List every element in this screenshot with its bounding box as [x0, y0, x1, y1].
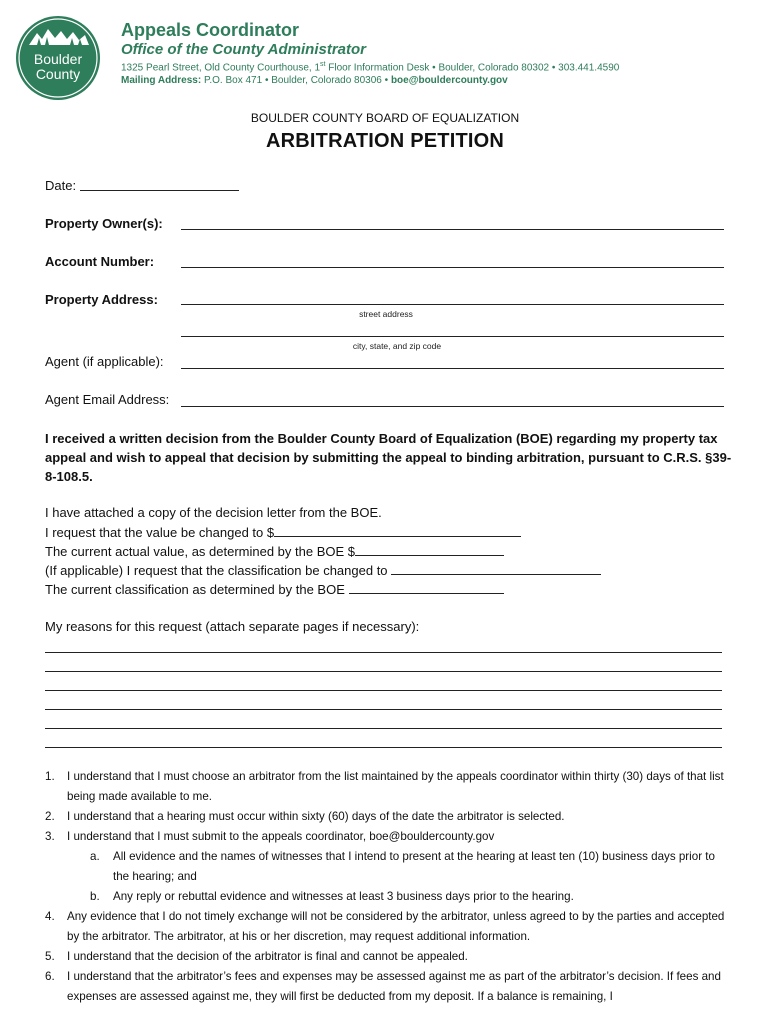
org-subtitle: Office of the County Administrator — [121, 41, 367, 58]
list-item: 4. Any evidence that I do not timely exchange will not be considered by the arbitrator, unless agreed to by the parties and accepted by the arbitrator. The arbitrator, at his or her discretion, may request additional information. — [45, 910, 725, 943]
reasons-label: My reasons for this request (attach separate pages if necessary): — [45, 619, 420, 634]
requested-value-field[interactable] — [274, 524, 521, 537]
logo-text-line2: County — [35, 66, 81, 82]
account-field[interactable] — [181, 267, 724, 268]
current-classification-field[interactable] — [349, 581, 504, 594]
list-item: 3. I understand that I must submit to the appeals coordinator, boe@bouldercounty.gov — [45, 830, 495, 843]
org-title: Appeals Coordinator — [121, 20, 300, 40]
reasons-line[interactable] — [45, 690, 722, 691]
date-field[interactable] — [80, 190, 239, 191]
classification-change-request: (If applicable) I request that the classification be changed to — [45, 562, 601, 578]
reasons-line[interactable] — [45, 709, 722, 710]
understandings-list — [45, 767, 727, 1007]
reasons-line[interactable] — [45, 671, 722, 672]
statement-paragraph: I received a written decision from the Boulder County Board of Equalization (BOE) regarding my property tax appeal and wish to appeal that decision by submitting the appeal to binding arbitration, pursuant to C.R.S. §39-8-108.5. — [45, 431, 732, 484]
logo-text-line1: Boulder — [33, 51, 83, 67]
current-classification-line: The current classification as determined by the BOE — [45, 581, 504, 597]
agent-email-field[interactable] — [181, 406, 724, 407]
agent-field[interactable] — [181, 368, 724, 369]
city-state-zip-field[interactable] — [181, 336, 724, 337]
org-mailing-address: Mailing Address: P.O. Box 471 • Boulder, Colorado 80306 • boe@bouldercounty.gov — [121, 75, 508, 86]
street-address-hint: street address — [359, 309, 413, 319]
form-title: ARBITRATION PETITION — [265, 130, 505, 152]
board-name: BOULDER COUNTY BOARD OF EQUALIZATION — [250, 111, 520, 125]
attached-statement: I have attached a copy of the decision letter from the BOE. — [45, 505, 382, 520]
current-value-line: The current actual value, as determined by the BOE $ — [45, 543, 504, 559]
value-change-request: I request that the value be changed to $ — [45, 524, 521, 540]
city-state-zip-hint: city, state, and zip code — [352, 341, 442, 351]
street-address-field[interactable] — [181, 304, 724, 305]
list-item: 5. I understand that the decision of the arbitrator is final and cannot be appealed. — [45, 950, 468, 963]
owner-field[interactable] — [181, 229, 724, 230]
account-label: Account Number: — [45, 254, 155, 269]
reasons-line[interactable] — [45, 747, 722, 748]
agent-email-label: Agent Email Address: — [45, 392, 170, 407]
list-item: 6. I understand that the arbitrator’s fees and expenses may be assessed against me as part of the arbitrator’s decision. If fees and expenses are assessed against me, they will first be deducted from my deposit. If a balance is remaining, I — [45, 970, 721, 1003]
date-label: Date: — [45, 178, 77, 193]
address-label: Property Address: — [45, 292, 158, 307]
list-item: 1. I understand that I must choose an arbitrator from the list maintained by the appeals coordinator within thirty (30) days of that list being made available to me. — [45, 770, 724, 803]
owner-label: Property Owner(s): — [45, 216, 163, 231]
reasons-line[interactable] — [45, 652, 722, 653]
agent-label: Agent (if applicable): — [45, 354, 164, 369]
boulder-county-logo — [15, 15, 101, 101]
reasons-line[interactable] — [45, 728, 722, 729]
list-subitem: a. All evidence and the names of witnesses that I intend to present at the hearing at least ten (10) business days prior to the hearing; and — [90, 850, 715, 883]
requested-classification-field[interactable] — [391, 562, 601, 575]
org-address: 1325 Pearl Street, Old County Courthouse, 1st Floor Information Desk • Boulder, Colorado 80302 • 303.441.4590 — [121, 61, 620, 74]
current-value-field[interactable] — [355, 543, 504, 556]
list-item: 2. I understand that a hearing must occur within sixty (60) days of the date the arbitrator is selected. — [45, 810, 565, 823]
list-subitem: b. Any reply or rebuttal evidence and witnesses at least 3 business days prior to the hearing. — [90, 890, 574, 903]
